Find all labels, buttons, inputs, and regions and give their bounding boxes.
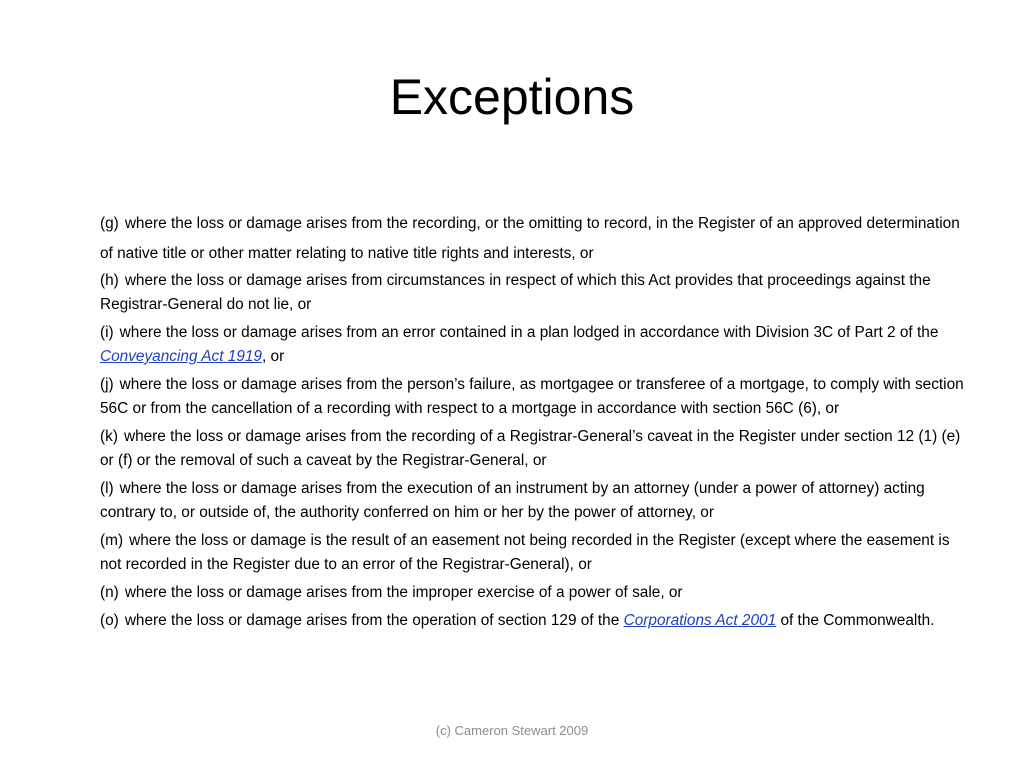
slide-title: Exceptions (389, 69, 635, 125)
item-label: (g) (100, 215, 119, 232)
list-item-i (100, 321, 968, 369)
item-text-after: of the Commonwealth. (776, 612, 935, 629)
list-item-o (100, 609, 968, 633)
item-text: where the loss or damage arises from an error contained in a plan lodged in accordance with Division 3C of Part 2 of the (119, 324, 939, 341)
list-item-m (100, 529, 968, 577)
item-label: (o) (100, 612, 119, 629)
item-text: where the loss or damage arises from the improper exercise of a power of sale, or (124, 584, 683, 601)
item-text: where the loss or damage arises from the recording, or the omitting to record, in the Register of an approved determination of native title or other matter relating to native title rights and interests, or (100, 215, 960, 262)
conveyancing-act-link[interactable]: Conveyancing Act 1919 (100, 348, 262, 365)
item-label: (m) (100, 532, 124, 549)
list-item-h (100, 269, 968, 317)
list-item-n (100, 581, 968, 605)
item-label: (h) (100, 272, 119, 289)
list-item-j (100, 373, 968, 421)
item-text: where the loss or damage arises from circumstances in respect of which this Act provides that proceedings against the Registrar-General do not lie, or (100, 272, 931, 313)
item-text-after: , or (262, 348, 285, 365)
list-item-l (100, 477, 968, 525)
item-label: (l) (100, 480, 114, 497)
slide-footer: (c) Cameron Stewart 2009 (435, 723, 589, 738)
item-text: where the loss or damage arises from the person’s failure, as mortgagee or transferee of a mortgage, to comply with section 56C or from the cancellation of a recording with respect to a mortgage in accordance with section 56C (6), or (100, 376, 964, 417)
item-text: where the loss or damage arises from the operation of section 129 of the (124, 612, 624, 629)
item-text: where the loss or damage arises from the recording of a Registrar-General’s caveat in the Register under section 12 (1) (e) or (f) or the removal of such a caveat by the Registrar-General, or (100, 428, 961, 469)
list-item-k (100, 425, 968, 473)
item-label: (n) (100, 584, 119, 601)
item-label: (i) (100, 324, 114, 341)
exceptions-list (100, 209, 968, 637)
item-label: (k) (100, 428, 118, 445)
item-text: where the loss or damage is the result of an easement not being recorded in the Register (except where the easement is not recorded in the Register due to an error of the Registrar-General), or (100, 532, 950, 573)
item-label: (j) (100, 376, 114, 393)
list-item-g (100, 209, 968, 269)
item-text: where the loss or damage arises from the execution of an instrument by an attorney (under a power of attorney) acting contrary to, or outside of, the authority conferred on him or her by the power of attorney, or (100, 480, 925, 521)
corporations-act-link[interactable]: Corporations Act 2001 (623, 612, 777, 629)
